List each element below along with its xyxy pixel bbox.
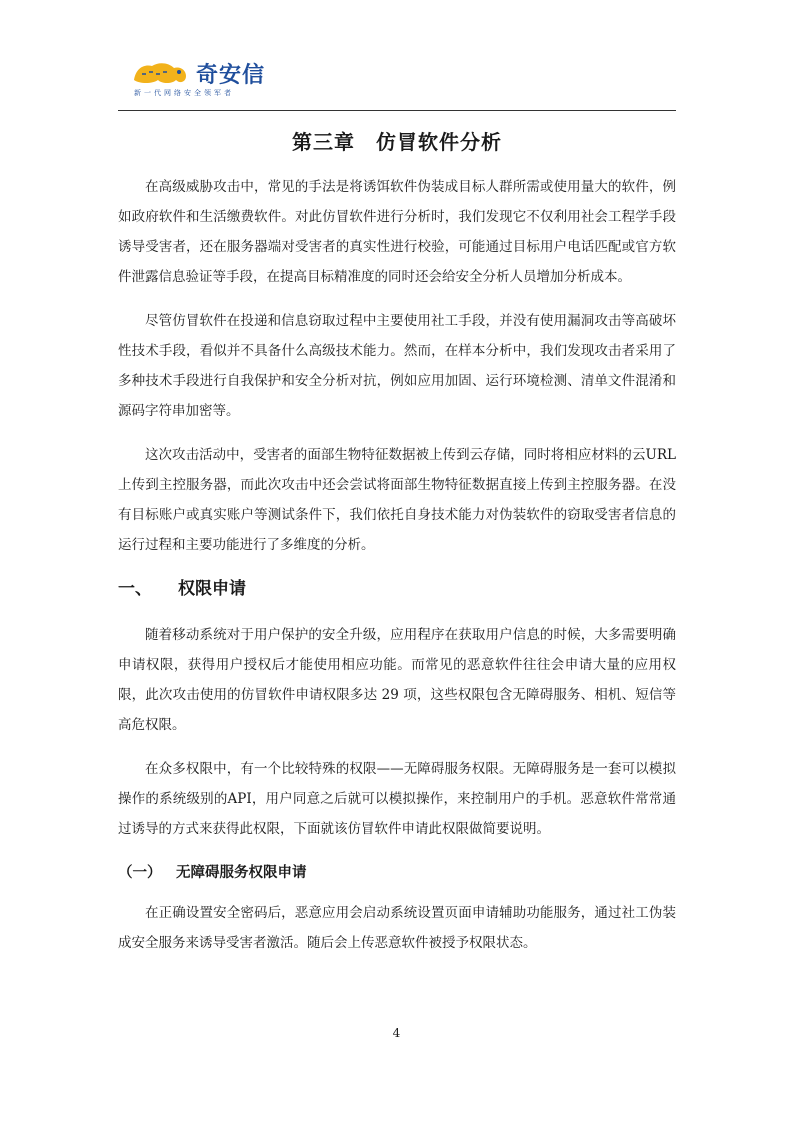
section1-paragraph-2: 在众多权限中，有一个比较特殊的权限——无障碍服务权限。无障碍服务是一套可以模拟操作的系统级别的API，用户同意之后就可以模拟操作，来控制用户的手机。恶意软件常常通过诱导的方式来获得此权限，下面就该仿冒软件申请此权限做简要说明。 bbox=[118, 761, 676, 837]
logo-name: 奇安信 bbox=[196, 63, 266, 88]
logo-tagline: 新一代网络安全领军者 bbox=[134, 89, 234, 97]
section-title: 权限申请 bbox=[178, 579, 246, 599]
section1-paragraph-1: 随着移动系统对于用户保护的安全升级，应用程序在获取用户信息的时候，大多需要明确申请权限，获得用户授权后才能使用相应功能。而常见的恶意软件往往会申请大量的应用权限，此次攻击使用的仿冒软件申请权限多达 29 项，这些权限包含无障碍服务、相机、短信等高危权限。 bbox=[118, 627, 676, 733]
section-number: 一、 bbox=[118, 579, 152, 599]
intro-paragraph-3: 这次攻击活动中，受害者的面部生物特征数据被上传到云存储，同时将相应材料的云URL 上传到主控服务器，而此次攻击中还会尝试将面部生物特征数据直接上传到主控服务器。在没有目标账户或真实账户等测试条件下，我们依托自身技术能力对伪装软件的窃取受害者信息的运行过程和主要功能进行了多维度的分析。 bbox=[118, 447, 676, 553]
subsection-number: （一） bbox=[118, 865, 162, 881]
intro-paragraph-2: 尽管仿冒软件在投递和信息窃取过程中主要使用社工手段，并没有使用漏洞攻击等高破坏性技术手段，看似并不具备什么高级技术能力。然而，在样本分析中，我们发现攻击者采用了多种技术手段进行自我保护和安全分析对抗，例如应用加固、运行环境检测、清单文件混淆和源码字符串加密等。 bbox=[118, 313, 676, 419]
header-divider bbox=[118, 110, 676, 111]
intro-paragraph-1: 在高级威胁攻击中，常见的手法是将诱饵软件伪装成目标人群所需或使用量大的软件，例如政府软件和生活缴费软件。对此仿冒软件进行分析时，我们发现它不仅利用社会工程学手段诱导受害者，还在服务器端对受害者的真实性进行校验，可能通过目标用户电话匹配或官方软件泄露信息验证等手段，在提高目标精准度的同时还会给安全分析人员增加分析成本。 bbox=[118, 179, 676, 285]
page-header bbox=[118, 54, 676, 110]
subsection-heading-1 bbox=[118, 858, 676, 888]
page-number: 4 bbox=[392, 1026, 401, 1040]
section-heading-1 bbox=[118, 574, 676, 604]
subsection-title: 无障碍服务权限申请 bbox=[176, 865, 307, 881]
qianxin-logo-mark-icon bbox=[132, 60, 188, 86]
subsection1-paragraph-1: 在正确设置安全密码后，恶意应用会启动系统设置页面申请辅助功能服务，通过社工伪装成安全服务来诱导受害者激活。随后会上传恶意软件被授予权限状态。 bbox=[118, 905, 676, 951]
document-body bbox=[118, 172, 676, 972]
chapter-title: 第三章 仿冒软件分析 bbox=[292, 130, 502, 154]
